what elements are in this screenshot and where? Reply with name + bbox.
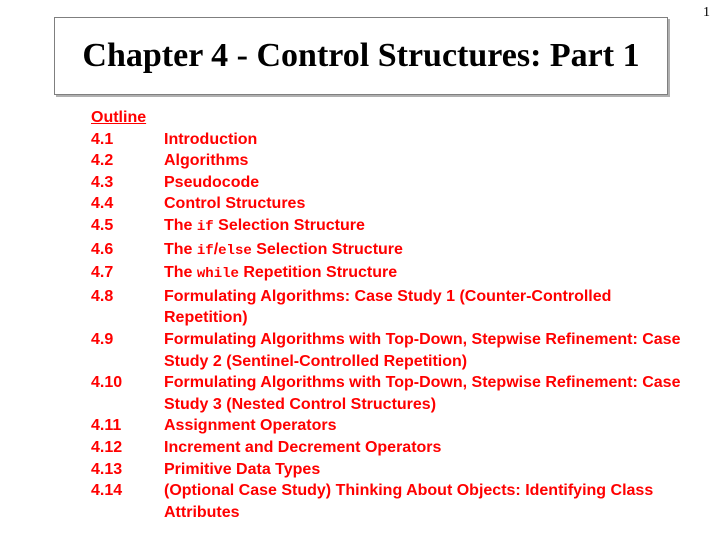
outline-item-number: 4.14 [91,482,123,500]
text-segment: / [213,240,219,258]
code-keyword: if [196,242,214,259]
outline-item-number: 4.13 [91,460,123,478]
page-number: 1 [703,5,710,20]
code-keyword: else [218,242,252,259]
outline-item [91,239,691,263]
slide-title: Chapter 4 - Control Structures: Part 1 [82,37,640,74]
outline-item [91,459,691,481]
outline-item [91,150,691,172]
text-segment: The [164,264,197,282]
code-keyword: while [196,266,239,283]
outline-item-text: Primitive Data Types [164,460,321,478]
outline-item-number: 4.6 [91,240,114,258]
text-segment: Selection Structure [213,216,365,234]
outline-item-number: 4.2 [91,152,114,170]
outline-item-number: 4.4 [91,195,114,213]
outline-item-number: 4.12 [91,438,123,456]
outline-item-text [164,239,691,263]
outline-item [91,193,691,215]
outline-item [91,129,691,151]
outline-item [91,372,691,415]
outline-item-text [164,262,691,286]
outline-item [91,480,691,523]
title-box [54,17,668,95]
outline-item [91,415,691,437]
outline-item-text: (Optional Case Study) Thinking About Objects: Identifying Class Attributes [164,482,654,521]
outline-item-number: 4.7 [91,264,114,282]
outline-item-number: 4.8 [91,287,114,305]
outline-item-text: Pseudocode [164,173,260,191]
outline-item [91,262,691,286]
outline-item-text: Increment and Decrement Operators [164,438,442,456]
outline-item-number: 4.10 [91,374,123,392]
text-segment: Selection Structure [251,240,403,258]
outline-item [91,172,691,194]
text-segment: Repetition Structure [238,264,398,282]
text-segment: The [164,240,197,258]
outline-item-text: Control Structures [164,195,306,213]
text-segment: The [164,216,197,234]
outline-item-text: Introduction [164,130,258,148]
outline-item-number: 4.3 [91,173,114,191]
outline-item-number: 4.1 [91,130,114,148]
outline-heading: Outline [91,109,147,126]
outline-item-number: 4.9 [91,330,114,348]
outline-item-text: Formulating Algorithms with Top-Down, Stepwise Refinement: Case Study 3 (Nested Control Structures) [164,374,681,413]
outline-item [91,286,691,329]
outline-item-text: Algorithms [164,152,249,170]
outline-item-text: Assignment Operators [164,417,337,435]
outline [91,107,691,523]
outline-item-text: Formulating Algorithms: Case Study 1 (Counter-Controlled Repetition) [164,287,612,327]
outline-item [91,329,691,372]
outline-item [91,437,691,459]
outline-item-number: 4.11 [91,417,122,435]
outline-item-text [164,215,691,239]
outline-item [91,215,691,239]
outline-item-number: 4.5 [91,216,114,234]
outline-item-text: Formulating Algorithms with Top-Down, Stepwise Refinement: Case Study 2 (Sentinel-Controlled Repetition) [164,330,681,370]
code-keyword: if [196,218,214,235]
